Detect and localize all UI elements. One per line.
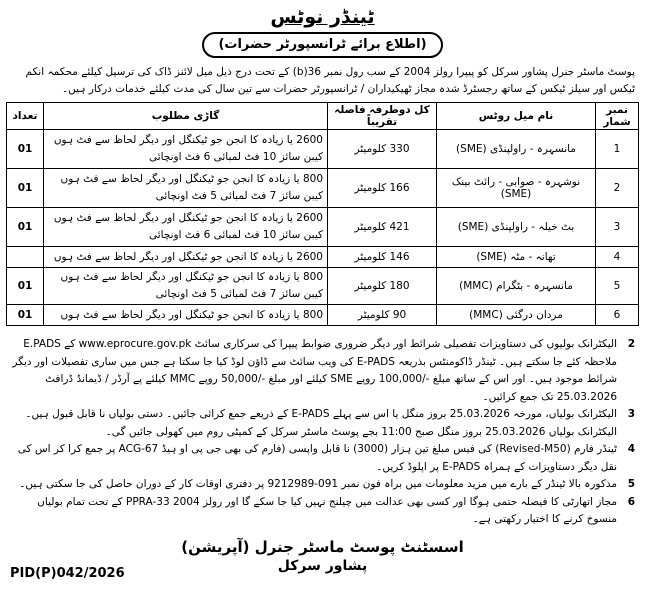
row-distance: 90 کلومیٹر bbox=[328, 305, 437, 326]
row-distance: 330 کلومیٹر bbox=[328, 130, 437, 169]
row-route: نوشہرہ - صوابی - رائٹ بینک (SME) bbox=[437, 169, 596, 208]
row-serial: 3 bbox=[596, 208, 639, 247]
subtitle-wrap bbox=[6, 32, 639, 58]
row-route: مانسہرہ - راولپنڈی (SME) bbox=[437, 130, 596, 169]
table-row bbox=[7, 130, 639, 169]
note-number: 4 bbox=[627, 443, 635, 455]
row-distance: 166 کلومیٹر bbox=[328, 169, 437, 208]
notice-title: ٹینڈر نوٹس bbox=[270, 6, 375, 28]
row-quantity: 01 bbox=[7, 268, 44, 305]
header-serial: نمبر شمار bbox=[596, 103, 639, 130]
row-vehicle: 800 یا زیادہ کا انجن جو ٹیکنگل اور دیگر لحاظ سے فٹ ہوں bbox=[44, 305, 328, 326]
signatory-title: اسسٹنٹ پوسٹ ماسٹر جنرل (آپریشن) bbox=[181, 537, 464, 556]
tender-notice-page bbox=[0, 4, 645, 595]
note-text: مذکورہ بالا ٹینڈر کے بارے میں مزید معلومات میں براہ فون نمبر 091-9212989 پر دفتری اوقات کار کے دوران حاصل کی جا سکتی ہیں۔ bbox=[19, 478, 617, 490]
row-route: بٹ خیلہ - راولپنڈی (SME) bbox=[437, 208, 596, 247]
row-vehicle: 2600 یا زیادہ کا انجن جو ٹیکنگل اور دیگر لحاظ سے فٹ ہوں bbox=[44, 247, 328, 268]
note-number: 6 bbox=[627, 495, 635, 508]
note-text: مجاز اتھارٹی کا فیصلہ حتمی ہوگا اور کسی بھی عدالت میں چیلنج نہیں کیا جا سکے گا اور رولز 2004 PPRA-33 کے تحت تمام بولیاں منسوخ کرنے کا اختیار رکھتی ہے۔ bbox=[37, 495, 617, 525]
row-serial: 5 bbox=[596, 268, 639, 305]
row-quantity: 01 bbox=[7, 169, 44, 208]
table-row bbox=[7, 169, 639, 208]
note-text: الیکٹرانک بولیاں، مورخہ 25.03.2026 بروز منگل یا اس سے پہلے E-PADS کے ذریعے جمع کرائی جائیں۔ دستی بولیاں نا قابل قبول ہیں۔ الیکٹرانک بولیاں 25.03.2026 بروز منگل صبح 11:00 بجے پوسٹ ماسٹر سرکل کے کمیٹی روم میں کھولی جائیں گی۔ bbox=[25, 408, 617, 438]
pid-number: PID(P)042/2026 bbox=[10, 566, 125, 581]
signatory-office: پشاور سرکل bbox=[277, 557, 368, 574]
note-text: ٹینڈر فارم (Revised-M50) کی فیس مبلغ تین ہزار (3000) نا قابل واپسی (فارم کی بھی جی پی او ہیڈ ACG-67 پر جمع کرا کر اس کی نقل دیگر دستاویزات کے ہمراہ E-PADS پر اپلوڈ کریں۔ bbox=[17, 443, 617, 473]
row-vehicle: 2600 یا زیادہ کا انجن جو ٹیکنگل اور دیگر لحاظ سے فٹ ہوں کیبن سائز 10 فٹ لمبائی 6 فٹ اونچائی bbox=[44, 130, 328, 169]
row-serial: 2 bbox=[596, 169, 639, 208]
note-item bbox=[10, 336, 635, 406]
table-header-row bbox=[7, 103, 639, 130]
note-item bbox=[10, 494, 635, 529]
row-serial: 4 bbox=[596, 247, 639, 268]
note-number: 3 bbox=[627, 408, 635, 420]
row-route: تھانہ - مٹہ (SME) bbox=[437, 247, 596, 268]
notice-subtitle: (اطلاع برائے ٹرانسپورٹر حضرات) bbox=[202, 32, 442, 58]
row-vehicle: 800 یا زیادہ کا انجن جو ٹیکنگل اور دیگر لحاظ سے فٹ ہوں کیبن سائز 7 فٹ لمبائی 5 فٹ اونچائی bbox=[44, 268, 328, 305]
table-row bbox=[7, 247, 639, 268]
table-row bbox=[7, 305, 639, 326]
row-route: مردان درگئی (MMC) bbox=[437, 305, 596, 326]
header-quantity: تعداد bbox=[7, 103, 44, 130]
row-distance: 146 کلومیٹر bbox=[328, 247, 437, 268]
note-number: 5 bbox=[627, 478, 635, 490]
header-distance: کل دوطرفہ فاصلہ تقریباً bbox=[328, 103, 437, 130]
note-item bbox=[10, 441, 635, 476]
note-item bbox=[10, 406, 635, 441]
row-quantity: 01 bbox=[7, 305, 44, 326]
header-route: نام میل روٹس bbox=[437, 103, 596, 130]
notes-section bbox=[10, 336, 635, 529]
row-vehicle: 2600 یا زیادہ کا انجن جو ٹیکنگل اور دیگر لحاظ سے فٹ ہوں کیبن سائز 10 فٹ لمبائی 6 فٹ اونچائی bbox=[44, 208, 328, 247]
row-serial: 6 bbox=[596, 305, 639, 326]
header-vehicle: گاڑی مطلوب bbox=[44, 103, 328, 130]
row-distance: 421 کلومیٹر bbox=[328, 208, 437, 247]
intro-paragraph: پوسٹ ماسٹر جنرل پشاور سرکل کو پیپرا رولز 2004 کے سب رول نمبر 36(b) کے تحت درج ذیل میل لائنز ڈاک کی ترسیل کیلئے محکمہ انکم ٹیکس اور سیلز ٹیکس کے ساتھ رجسٹرڈ شدہ مجاز ٹھیکیداران / ٹرانسپورٹر حضرات سے تین سال کی مدت کیلئے خدمات درکار ہیں۔ bbox=[25, 66, 635, 95]
note-number: 2 bbox=[627, 338, 635, 350]
note-text: الیکٹرانک بولیوں کی دستاویزات تفصیلی شرائط اور دیگر ضروری ضوابط پیپرا کی سرکاری سائٹ www.eprocure.gov.pk کے E.PADS ملاحظہ کئے جا سکتے ہیں۔ ٹینڈر ڈاکومنٹس بذریعہ E-PADS کی ویب سائٹ سے ڈاؤن لوڈ کیا جا سکتا ہے جس میں ساری تفصیلات اور دیگر شرائط موجود ہیں۔ اور اس کے ساتھ مبلغ -/100,000 روپے SME کیلئے اور مبلغ -/50,000 روپے MMC کیلئے پے آرڈر / ڈیمانڈ ڈرافٹ 25.03.2026 تک جمع کرائیں۔ bbox=[12, 338, 617, 403]
note-item bbox=[10, 476, 635, 494]
routes-table bbox=[6, 102, 639, 326]
row-route: مانسہرہ - بٹگرام (MMC) bbox=[437, 268, 596, 305]
row-quantity: 01 bbox=[7, 208, 44, 247]
row-serial: 1 bbox=[596, 130, 639, 169]
row-distance: 180 کلومیٹر bbox=[328, 268, 437, 305]
table-row bbox=[7, 268, 639, 305]
table-row bbox=[7, 208, 639, 247]
row-quantity bbox=[7, 247, 44, 268]
row-quantity: 01 bbox=[7, 130, 44, 169]
row-vehicle: 800 یا زیادہ کا انجن جو ٹیکنگل اور دیگر لحاظ سے فٹ ہوں کیبن سائز 7 فٹ لمبائی 5 فٹ اونچائی bbox=[44, 169, 328, 208]
